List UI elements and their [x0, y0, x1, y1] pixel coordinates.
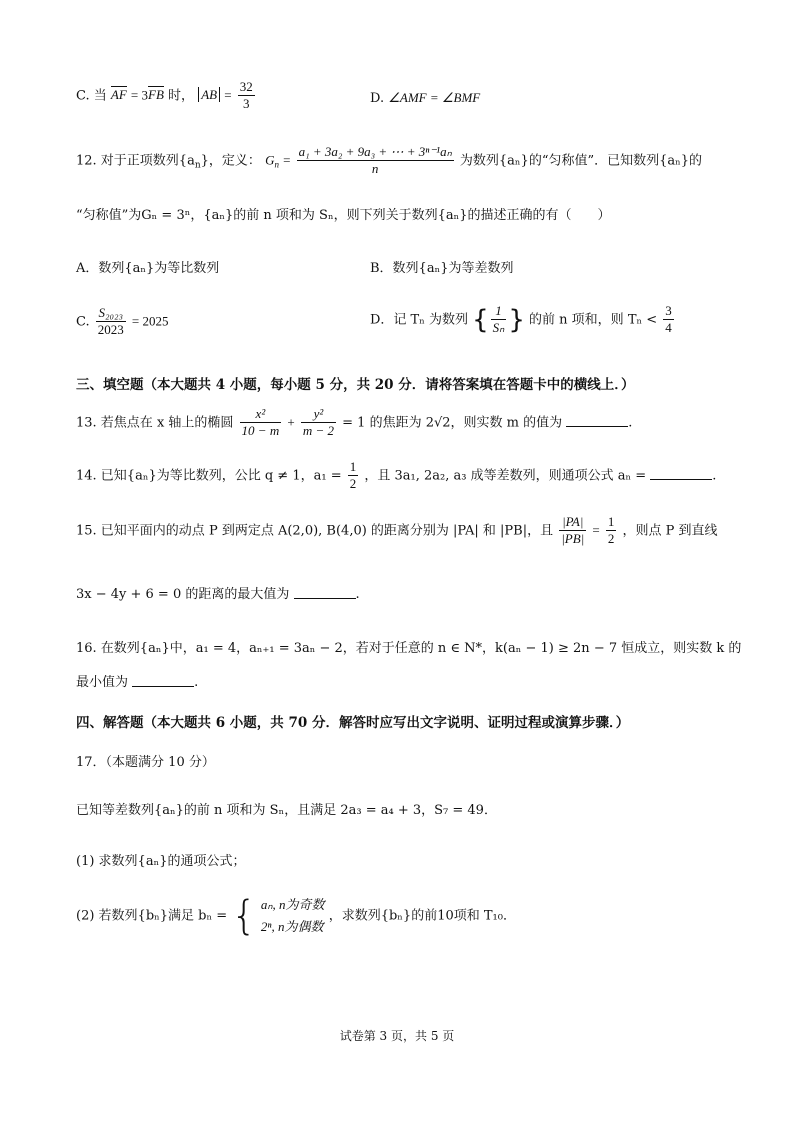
q13-mid: = 1 的焦距为 2√2，则实数 m 的值为 [342, 415, 563, 431]
q15-frac [559, 515, 586, 547]
q15-line1 [76, 515, 718, 547]
q14-head: 14. 已知{aₙ}为等比数列，公比 q ≠ 1，a₁ = [76, 468, 342, 484]
q12-c-tail: = 2025 [131, 313, 169, 329]
q15-line2 [76, 583, 360, 602]
q15-line1a: 15. 已知平面内的动点 P 到两定点 A(2,0), B(4,0) 的距离分别为 |PA| 和 |PB|，且 [76, 523, 554, 539]
q12-c-frac-num: S₂₀₂₃ [96, 306, 126, 322]
q12-d-ratio-num: 3 [663, 304, 674, 320]
q12-g-fraction [297, 145, 454, 177]
q11-c-vector-af: AF [110, 87, 127, 103]
q12-c-label: C. [76, 314, 90, 330]
q12-option-d: D．记 Tₙ 为数列 { $\frac{1}{\text{Sₙ}}$ } 的前 n 项和，则 Tₙ < $\frac{3}{4}$ [370, 303, 672, 336]
q12-g-den: n [371, 161, 379, 177]
q12-g-num: a₁ + 3a₂ + 9a₃ + ⋯ + 3ⁿ⁻¹aₙ [297, 145, 454, 161]
q13-answer-blank[interactable] [566, 414, 628, 427]
q12-option-a: A．数列{aₙ}为等比数列 [76, 261, 220, 276]
q15-ratio-num: 1 [606, 515, 617, 531]
q17-case2: 2ⁿ, n为偶数 [260, 919, 324, 934]
page-footer: 试卷第 3 页，共 5 页 [339, 1029, 455, 1043]
q16-line2 [76, 671, 198, 690]
q13-frac1-num: x² [240, 407, 282, 423]
q15-frac-num: |PA| [559, 515, 586, 531]
q15-line2-text: 3x − 4y + 6 = 0 的距离的最大值为 [76, 587, 290, 602]
q12-d-mid: 的前 n 项和，则 Tₙ < [529, 312, 658, 328]
section-4-heading: 四、解答题（本大题共 6 小题，共 70 分．解答时应写出文字说明、证明过程或演算步骤．） [76, 715, 630, 731]
q15-frac-den: |PB| [561, 531, 585, 547]
q14-frac-num: 1 [348, 460, 359, 476]
q15-end: . [355, 587, 360, 602]
q14-end: . [712, 468, 717, 484]
q17-title: 17．（本题满分 10 分） [76, 755, 215, 770]
q13 [76, 407, 632, 439]
q12-option-c [76, 306, 169, 338]
q11-c-eq: = 3 [130, 87, 149, 103]
q12-option-b: B．数列{aₙ}为等差数列 [370, 261, 514, 276]
q12-d-fraction [491, 304, 507, 336]
q12-stem-line1: 12. 对于正项数列$\{a_n\}$，定义： $G_n$ = $\frac{\text{a₁ + 3a₂ + 9a₃ + ⋯ + 3ⁿ⁻¹aₙ}}{n}$ 为数列{aₙ}的“匀称值”．已知数列{aₙ}的 [76, 144, 703, 177]
q11-d-label: D. [370, 91, 385, 106]
q12-d-ratio-den: 4 [665, 320, 672, 336]
q13-plus: + [287, 414, 295, 430]
q14-frac-den: 2 [349, 476, 357, 492]
q13-end: . [628, 415, 633, 431]
section-3-heading: 三、填空题（本大题共 4 小题，每小题 5 分，共 20 分．请将答案填在答题卡中的横线上．） [76, 377, 635, 393]
q16-line2-text: 最小值为 [76, 675, 129, 690]
q16-end: . [194, 675, 199, 690]
q12-c-frac-den: 2023 [97, 322, 124, 338]
q17-stem: 已知等差数列{aₙ}的前 n 项和为 Sₙ，且满足 2a₃ = a₄ + 3，S₇ = 49． [76, 803, 497, 818]
q16-answer-blank[interactable] [132, 674, 194, 687]
q17-p2-tail: ，求数列{bₙ}的前10项和 T₁₀． [328, 908, 516, 924]
q11-option-d [370, 90, 480, 106]
q14-frac [348, 460, 359, 492]
q11-option-c [76, 80, 257, 112]
q15-ratio [606, 515, 617, 547]
q12-stem-line2: “匀称值”为Gₙ = 3ⁿ，{aₙ}的前 n 项和为 Sₙ，则下列关于数列{aₙ}的描述正确的有（ ） [76, 208, 611, 223]
q11-c-frac-den: 3 [242, 96, 250, 112]
q12-d-ratio [663, 304, 674, 336]
q12-g-sub: n [274, 159, 279, 170]
q13-frac2-den: m − 2 [302, 423, 335, 439]
q11-c-vector-fb: FB [148, 87, 164, 103]
q13-frac2 [301, 407, 336, 439]
q12-g: G [265, 152, 275, 168]
q13-frac1 [240, 407, 282, 439]
q12-d-head: D．记 Tₙ 为数列 [370, 312, 468, 328]
q17-case1: aₙ, n为奇数 [260, 896, 325, 912]
q13-head: 13. 若焦点在 x 轴上的椭圆 [76, 415, 234, 431]
q12-stem1b: }，定义： [200, 153, 261, 169]
q11-c-time: 时， [168, 88, 195, 104]
q12-d-frac-num: 1 [491, 304, 507, 320]
q14 [76, 460, 716, 492]
q11-c-eq2: = [224, 87, 232, 103]
q15-line1b: ，则点 P 到直线 [622, 523, 718, 539]
q17-part2: (2) 若数列{bₙ}满足 bₙ = { aₙ, n为奇数 2ⁿ, n为偶数 ，求数列{bₙ}的前10项和 T₁₀． [76, 893, 516, 939]
q11-c-frac-num: 32 [238, 80, 255, 96]
q12-d-frac-den: Sₙ [492, 320, 505, 336]
q15-eq: = [592, 522, 600, 538]
q17-part1: (1) 求数列{aₙ}的通项公式； [76, 854, 246, 869]
q11-c-abs-ab: AB [198, 87, 220, 102]
q12-c-fraction [96, 306, 126, 338]
q13-frac2-num: y² [301, 407, 336, 423]
q11-c-label: C. 当 [76, 88, 107, 104]
q12-stem1c: 为数列{aₙ}的“匀称值”．已知数列{aₙ}的 [459, 153, 703, 169]
q17-piecewise [261, 894, 325, 938]
q11-c-fraction [238, 80, 255, 112]
q14-answer-blank[interactable] [650, 467, 712, 480]
q15-answer-blank[interactable] [294, 586, 356, 599]
q16-line1: 16. 在数列{aₙ}中，a₁ = 4，aₙ₊₁ = 3aₙ − 2，若对于任意的 n ∈ N*，k(aₙ − 1) ≥ 2n − 7 恒成立，则实数 k 的 [76, 641, 742, 656]
q17-p2-head: (2) 若数列{bₙ}满足 bₙ = [76, 908, 228, 924]
q14-mid: ，且 3a₁, 2a₂, a₃ 成等差数列，则通项公式 aₙ = [364, 468, 647, 484]
q12-stem1a: 12. 对于正项数列{a [76, 153, 195, 169]
q11-d-text: ∠AMF = ∠BMF [388, 90, 481, 105]
q13-frac1-den: 10 − m [241, 423, 280, 439]
q15-ratio-den: 2 [607, 531, 615, 547]
